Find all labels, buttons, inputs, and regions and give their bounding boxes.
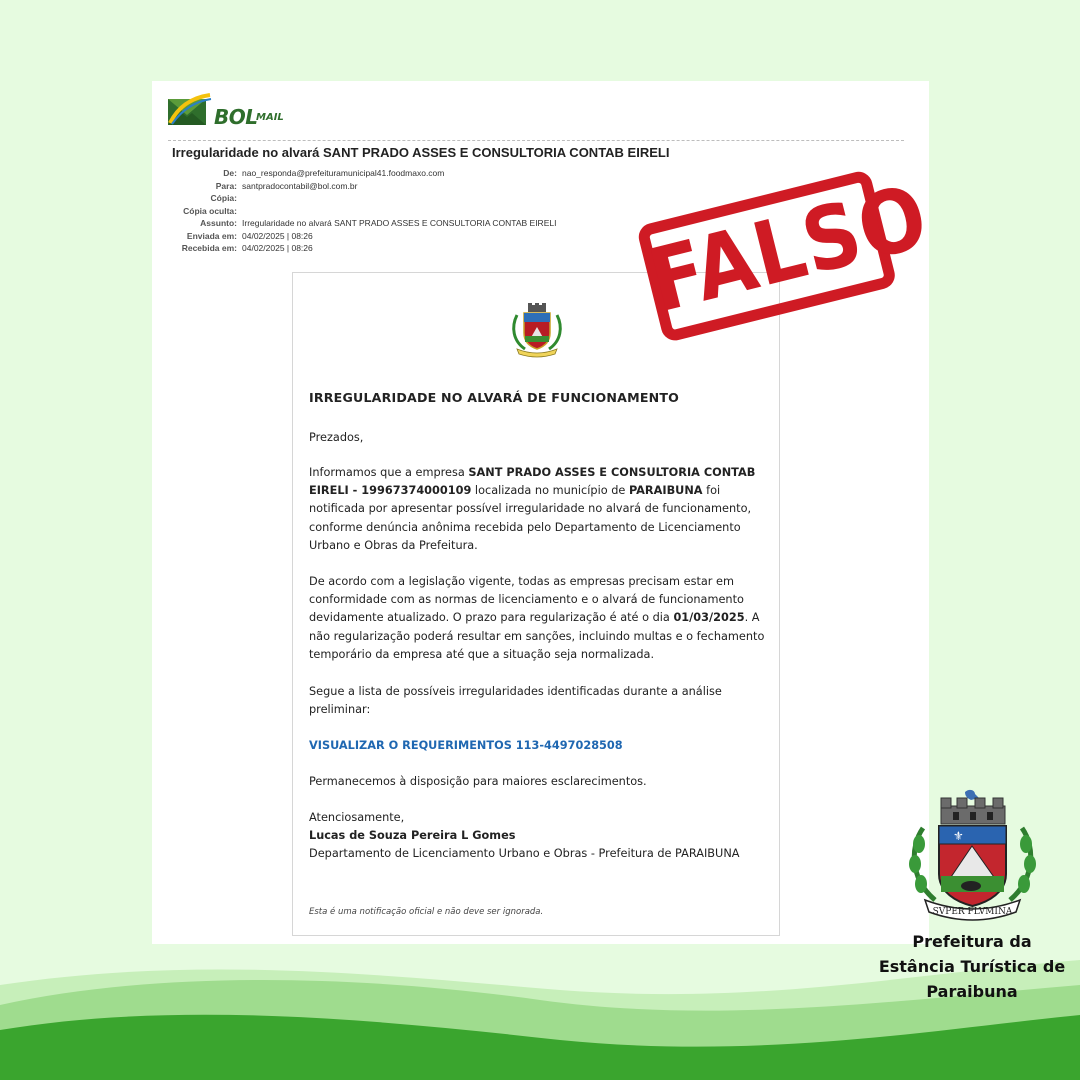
meta-label: De: xyxy=(223,168,237,178)
closing: Atenciosamente, xyxy=(309,811,405,824)
meta-row-sent xyxy=(172,230,556,243)
meta-label: Para: xyxy=(215,180,237,191)
logo-word: BOL xyxy=(214,105,258,129)
meta-label: Enviada em: xyxy=(186,230,237,241)
meta-row-received xyxy=(172,242,556,255)
p2-text-b: . A não regularização poderá resultar em sanções, incluindo multas e o fechamento temporário da empresa até que a situação seja normalizada. xyxy=(309,611,765,661)
email-meta-table xyxy=(172,167,556,255)
org-line-1: Prefeitura da xyxy=(912,932,1032,951)
request-link[interactable]: VISUALIZAR O REQUERIMENTOS 113-4497028508 xyxy=(309,739,623,752)
meta-row-from xyxy=(172,167,556,180)
city-name: PARAIBUNA xyxy=(628,484,703,498)
footer-note: Esta é uma notificação oficial e não deve ser ignorada. xyxy=(309,907,544,917)
logo-sub: MAIL xyxy=(256,112,284,123)
paragraph-notice xyxy=(309,464,769,555)
stamp-text: FALSO xyxy=(639,166,938,333)
meta-row-bcc xyxy=(172,205,556,218)
signer-name: Lucas de Souza Pereira L Gomes xyxy=(309,829,516,842)
bol-mail-logo xyxy=(166,91,286,131)
paragraph-list-intro: Segue a lista de possíveis irregularidades identificadas durante a análise preliminar: xyxy=(309,685,722,717)
p1-text-a: Informamos que a empresa xyxy=(309,466,469,479)
p1-text-c: foi notificada por apresentar possível irregularidade no alvará de funcionamento, conforme denúncia anônima recebida pelo Departamento de Licenciamento Urbano e Obras da Prefeitura. xyxy=(309,484,752,552)
meta-row-to xyxy=(172,180,556,193)
meta-label: Cópia oculta: xyxy=(183,205,237,216)
meta-row-subject xyxy=(172,217,556,230)
meta-label: Cópia: xyxy=(210,193,237,203)
meta-label: Assunto: xyxy=(200,218,237,228)
email-subject-heading: Irregularidade no alvará SANT PRADO ASSES E CONSULTORIA CONTAB EIRELI xyxy=(172,145,670,160)
company-name: SANT PRADO ASSES E CONSULTORIA CONTAB EIRELI - 19967374000109 xyxy=(309,466,756,498)
sender-address[interactable]: nao_responda@prefeituramunicipal41.foodmaxo.com xyxy=(242,168,445,178)
paragraph-legislation xyxy=(309,573,769,664)
deadline-date: 01/03/2025 xyxy=(673,611,745,625)
message-title: IRREGULARIDADE NO ALVARÁ DE FUNCIONAMENTO xyxy=(309,390,680,405)
meta-label: Recebida em: xyxy=(181,243,237,253)
p2-text-a: De acordo com a legislação vigente, todas as empresas precisam estar em conformidade com as normas de licenciamento e o alvará de funcionamento devidamente atualizado. O prazo para regularização é até o dia xyxy=(309,575,744,625)
sent-date: 04/02/2025 | 08:26 xyxy=(242,230,313,241)
paragraph-availability: Permanecemos à disposição para maiores esclarecimentos. xyxy=(309,775,647,788)
envelope-logo-icon xyxy=(166,93,212,129)
message-body xyxy=(292,272,780,936)
organization-name xyxy=(878,929,1066,1004)
svg-text:⚜: ⚜ xyxy=(953,829,964,843)
org-line-3: Paraibuna xyxy=(926,982,1018,1001)
header-divider xyxy=(168,140,904,141)
department-name: Departamento de Licenciamento Urbano e Obras - Prefeitura de PARAIBUNA xyxy=(309,847,740,860)
org-line-2: Estância Turística de xyxy=(878,957,1066,976)
paraibuna-coat-of-arms-icon xyxy=(905,788,1040,928)
received-date: 04/02/2025 | 08:26 xyxy=(242,243,313,253)
subject-value: Irregularidade no alvará SANT PRADO ASSES E CONSULTORIA CONTAB EIRELI xyxy=(242,218,557,228)
crest-motto: SVPER FLVMINA xyxy=(932,907,1013,917)
recipient-address[interactable]: santpradocontabil@bol.com.br xyxy=(242,180,358,191)
municipal-crest-icon xyxy=(509,303,565,359)
p1-text-b: localizada no município de xyxy=(471,484,629,498)
meta-row-cc xyxy=(172,192,556,205)
greeting: Prezados, xyxy=(309,431,364,444)
